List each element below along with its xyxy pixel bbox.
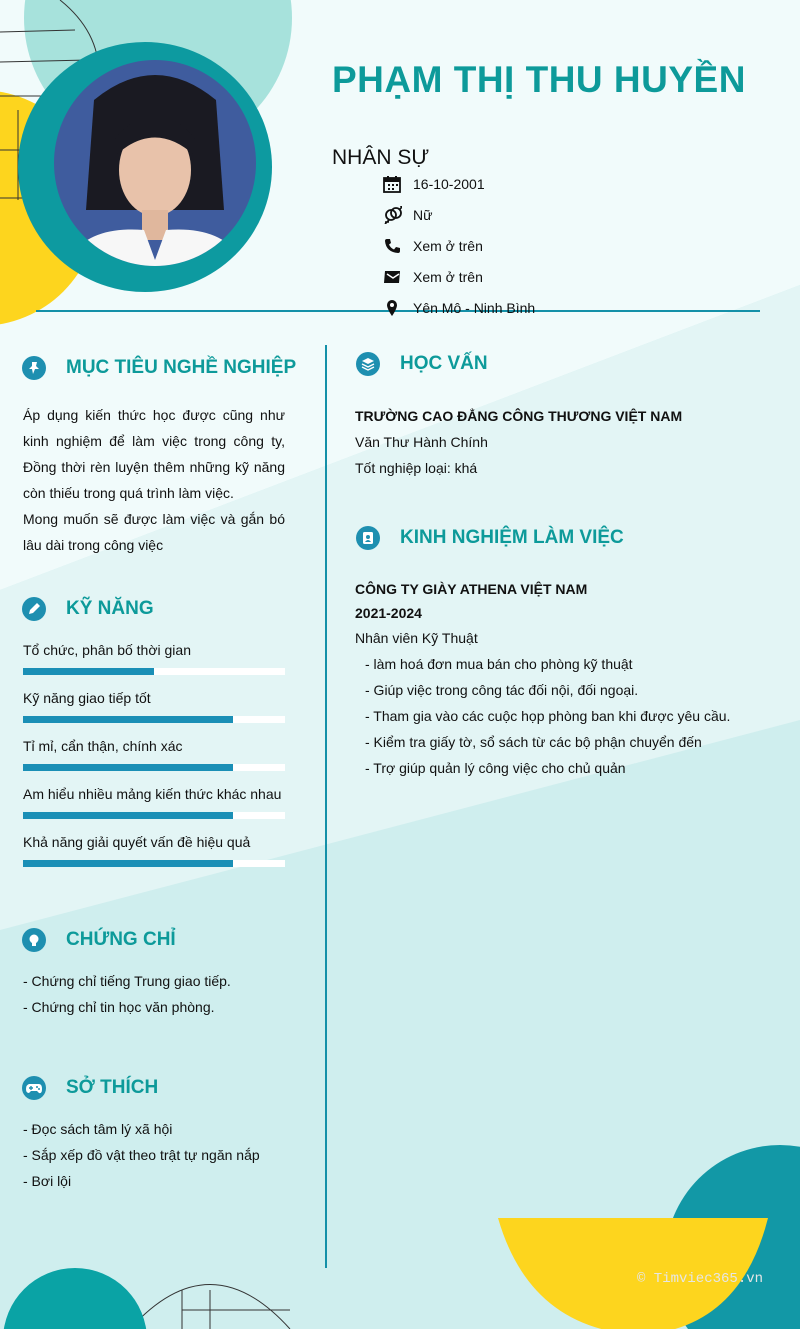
hobby-item: - Đọc sách tâm lý xã hội [23, 1121, 173, 1137]
skills-title: KỸ NĂNG [66, 598, 154, 619]
task-item: - Giúp việc trong công tác đối nội, đối ngoại. [365, 682, 639, 698]
watermark: © Timviec365.vn [637, 1271, 764, 1287]
education-heading [356, 352, 488, 376]
objective-title: MỤC TIÊU NGHỀ NGHIỆP [66, 357, 297, 378]
calendar-icon [382, 174, 402, 194]
skill-bar [23, 764, 285, 771]
birthdate-row [382, 173, 485, 195]
email-icon [382, 267, 402, 287]
skill-bar-fill [23, 668, 154, 675]
skill-label: Tổ chức, phân bố thời gian [23, 642, 191, 658]
gender-icon [382, 205, 402, 225]
hobby-item: - Sắp xếp đồ vật theo trật tự ngăn nắp [23, 1147, 260, 1163]
id-card-icon [356, 526, 380, 550]
hobbies-heading [22, 1076, 158, 1100]
education-result: Tốt nghiệp loại: khá [355, 460, 478, 476]
skill-label: Tỉ mỉ, cẩn thận, chính xác [23, 738, 183, 754]
experience-title: KINH NGHIỆM LÀM VIỆC [400, 527, 624, 548]
objective-paragraph-2: Mong muốn sẽ được làm việc và gắn bó lâu dài trong công việc [23, 511, 285, 553]
certificates-title: CHỨNG CHỈ [66, 929, 176, 950]
phone-row [382, 235, 483, 257]
education-major: Văn Thư Hành Chính [355, 434, 488, 450]
skill-bar-fill [23, 860, 233, 867]
skill-bar-fill [23, 764, 233, 771]
skill-label: Kỹ năng giao tiếp tốt [23, 690, 151, 706]
school-name: TRƯỜNG CAO ĐẲNG CÔNG THƯƠNG VIỆT NAM [355, 408, 683, 424]
avatar [54, 60, 256, 266]
work-period: 2021-2024 [355, 605, 422, 621]
hobbies-title: SỞ THÍCH [66, 1077, 159, 1098]
certificates-heading [22, 928, 176, 952]
layers-icon [356, 352, 380, 376]
hobby-item: - Bơi lội [23, 1173, 72, 1189]
address-row [382, 297, 535, 319]
certificate-item: - Chứng chỉ tiếng Trung giao tiếp. [23, 973, 231, 989]
phone-value: Xem ở trên [413, 238, 483, 254]
phone-icon [382, 236, 402, 256]
task-item: - Trợ giúp quản lý công việc cho chủ quản [365, 760, 626, 776]
task-item: - Tham gia vào các cuộc họp phòng ban khi được yêu cầu. [365, 708, 731, 724]
certificate-item: - Chứng chỉ tin học văn phòng. [23, 999, 215, 1015]
skill-label: Am hiểu nhiều mảng kiến thức khác nhau [23, 786, 282, 802]
skill-label: Khả năng giải quyết vấn đề hiệu quả [23, 834, 251, 850]
location-icon [382, 298, 402, 318]
experience-heading [356, 526, 624, 550]
pencil-icon [22, 597, 46, 621]
task-list [355, 651, 730, 781]
hobbies-list [23, 1116, 260, 1194]
pin-icon [22, 356, 46, 380]
education-title: HỌC VẤN [400, 353, 488, 374]
candidate-name: PHẠM THỊ THU HUYỀN [332, 59, 746, 100]
skill-bar [23, 812, 285, 819]
skill-bar-fill [23, 812, 233, 819]
objective-text [23, 402, 285, 558]
task-item: - Kiểm tra giấy tờ, sổ sách từ các bộ phận chuyển đến [365, 734, 702, 750]
job-role: Nhân viên Kỹ Thuật [355, 630, 478, 646]
experience-details [355, 577, 730, 781]
skills-heading [22, 597, 154, 621]
certificates-list [23, 968, 231, 1020]
task-item: - làm hoá đơn mua bán cho phòng kỹ thuật [365, 656, 633, 672]
education-details [355, 403, 682, 481]
company-name: CÔNG TY GIÀY ATHENA VIỆT NAM [355, 581, 588, 597]
skill-bar [23, 860, 285, 867]
skill-bar-fill [23, 716, 233, 723]
gender-row [382, 204, 432, 226]
lightbulb-icon [22, 928, 46, 952]
address-value: Yên Mô - Ninh Bình [413, 300, 536, 316]
skill-bar [23, 668, 285, 675]
objective-heading [22, 356, 296, 380]
birthdate-value: 16-10-2001 [413, 176, 485, 192]
skill-bar [23, 716, 285, 723]
gender-value: Nữ [413, 207, 433, 223]
job-position: NHÂN SỰ [332, 146, 430, 169]
email-row [382, 266, 483, 288]
email-value: Xem ở trên [413, 269, 483, 285]
objective-paragraph-1: Áp dụng kiến thức học được cũng như kinh nghiệm để làm việc trong công ty, Đồng thời rèn luyện thêm những kỹ năng còn thiếu trong quá trình làm việc. [23, 407, 285, 501]
gamepad-icon [22, 1076, 46, 1100]
